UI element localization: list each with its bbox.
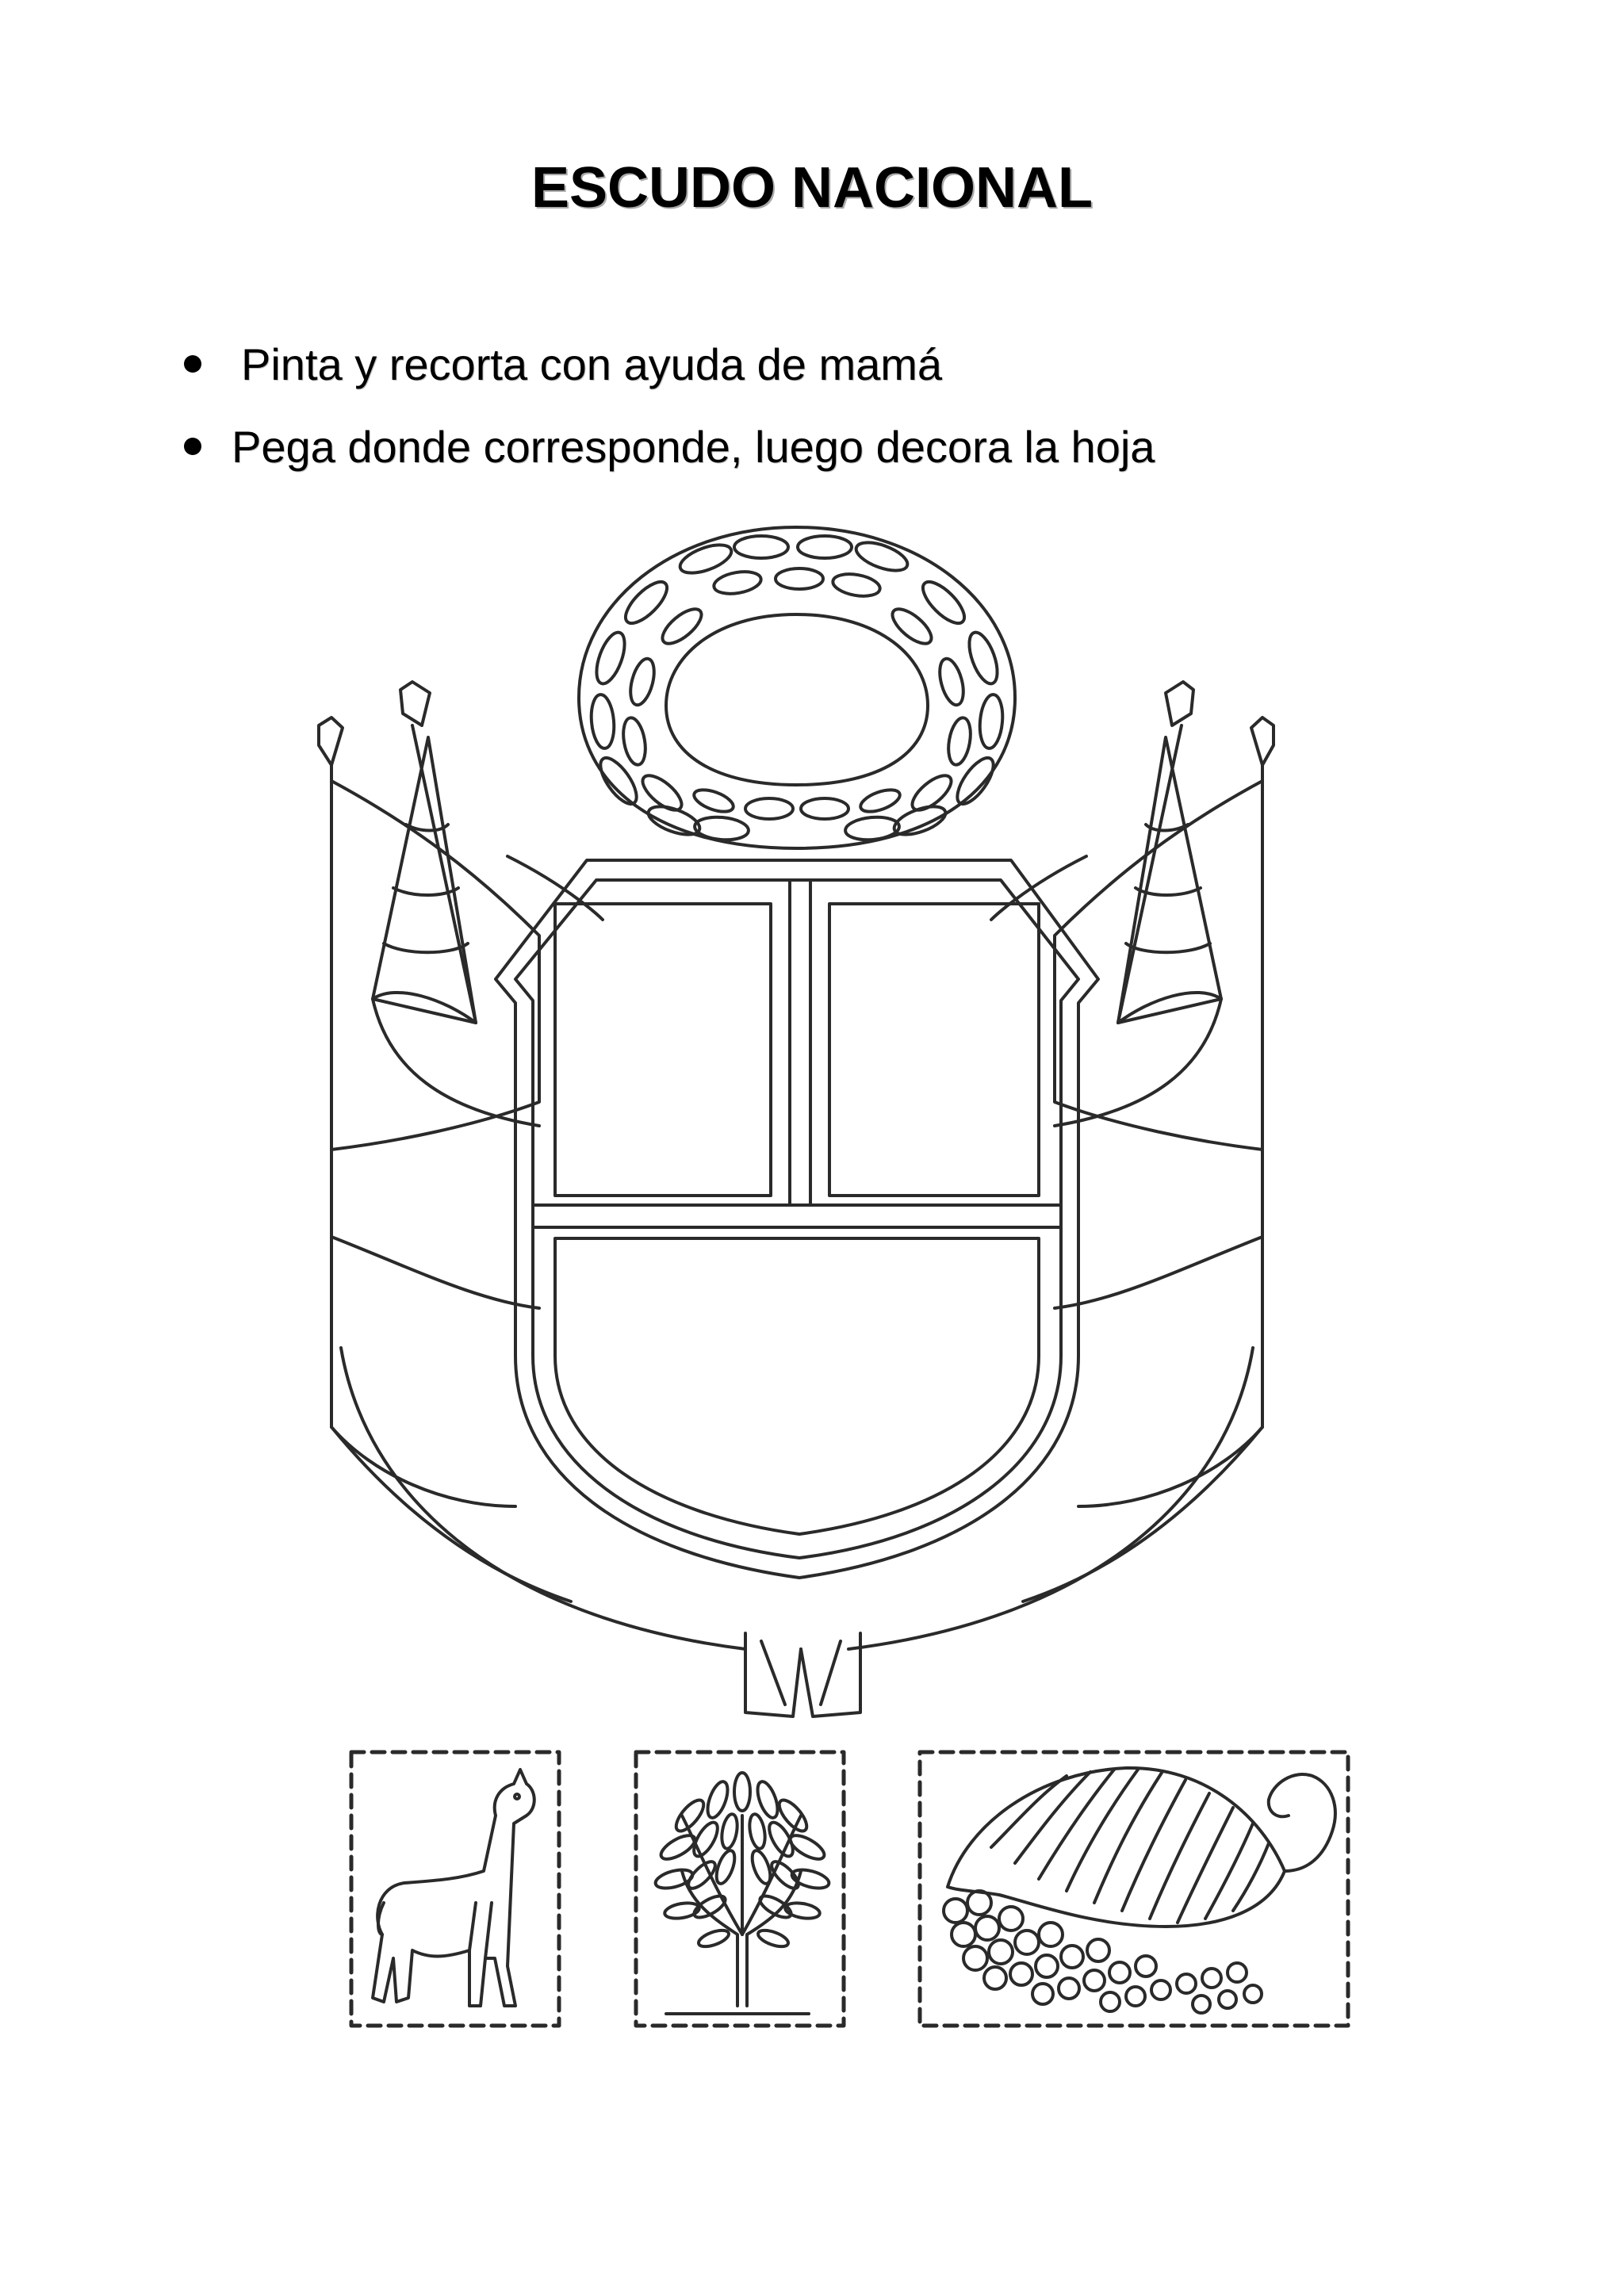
cornucopia-icon	[944, 1768, 1335, 2013]
cutout-card[interactable]	[920, 1752, 1348, 2026]
wreath-icon	[579, 527, 1015, 848]
cinchona-tree-icon	[653, 1773, 831, 2014]
page-title: ESCUDO NACIONAL	[530, 156, 1093, 220]
flags-icon	[319, 682, 1274, 1649]
shield-icon	[496, 860, 1098, 1716]
instruction-text: Pega donde corresponde, luego decora la hoja	[232, 422, 1155, 472]
instruction-text: Pinta y recorta con ayuda de mamá	[241, 339, 943, 389]
cutout-card[interactable]	[636, 1752, 844, 2026]
vicuna-icon	[373, 1770, 534, 2006]
cutout-card[interactable]	[351, 1752, 559, 2026]
